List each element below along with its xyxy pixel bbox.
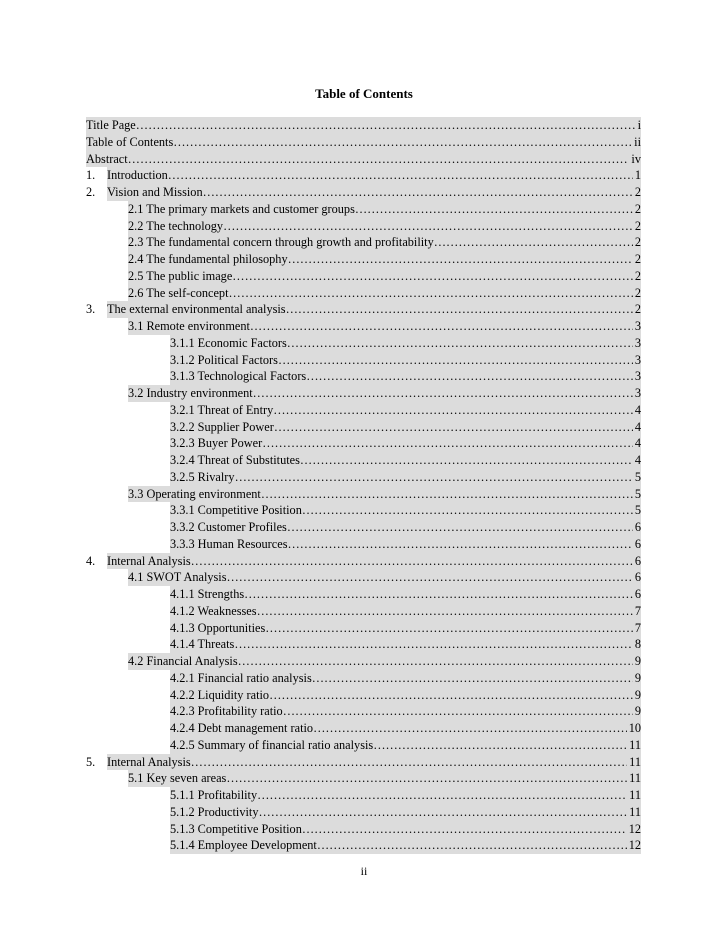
toc-entry-page: 11: [629, 788, 641, 802]
toc-entry-title: 4.2.4 Debt management ratio: [170, 721, 314, 735]
toc-entry-page: 2: [634, 201, 641, 216]
dot-leader: [302, 502, 633, 519]
toc-entry-title: 5.1.3 Competitive Position: [170, 821, 302, 836]
toc-entry-number: 1.: [86, 168, 96, 183]
toc-entry-title: 5.1.2 Productivity: [170, 804, 259, 819]
toc-entry[interactable]: [86, 117, 641, 134]
toc-entry[interactable]: [86, 486, 641, 503]
dot-leader: [229, 285, 633, 302]
toc-entry[interactable]: [86, 787, 641, 804]
toc-entry-page: 7: [634, 603, 641, 618]
toc-entry-page: 1: [634, 168, 641, 183]
toc-entry-page: 3: [634, 352, 641, 367]
toc-entry-page: 3: [634, 369, 641, 384]
dot-leader: [173, 134, 632, 151]
toc-entry-title: Table of Contents: [86, 134, 174, 149]
dot-leader: [287, 536, 632, 553]
toc-entry-title: 3.2.3 Buyer Power: [170, 436, 263, 451]
dot-leader: [288, 251, 633, 268]
toc-entry-title: 3.1.3 Technological Factors: [170, 369, 307, 384]
toc-entry[interactable]: [86, 201, 641, 218]
dot-leader: [355, 201, 633, 218]
toc-entry-page: 3: [634, 386, 641, 400]
toc-entry-page: 11: [629, 754, 641, 769]
dot-leader: [191, 553, 633, 570]
toc-entry-page: 12: [628, 821, 641, 836]
dot-leader: [234, 636, 633, 653]
toc-entry-page: 5: [634, 486, 641, 501]
toc-entry-title: 5.1.4 Employee Development: [170, 838, 317, 853]
toc-entry-title: 2.1 The primary markets and customer groups: [128, 201, 355, 216]
toc-entry-title: 4.2.2 Liquidity ratio: [170, 687, 270, 702]
toc-entry-page: iv: [631, 151, 641, 166]
toc-entry[interactable]: [86, 519, 641, 536]
toc-entry-page: 2: [634, 302, 641, 317]
toc-entry-page: 2: [634, 218, 641, 233]
toc-entry-title: Internal Analysis: [107, 754, 191, 769]
toc-entry[interactable]: [86, 837, 641, 854]
dot-leader: [269, 687, 633, 704]
toc-entry-title: 2.5 The public image: [128, 268, 233, 283]
dot-leader: [300, 452, 633, 469]
toc-entry-page: 9: [634, 704, 641, 719]
toc-entry[interactable]: [86, 502, 641, 519]
toc-entry-page: 2: [634, 268, 641, 283]
toc-entry-title: 3.2.1 Threat of Entry: [170, 402, 274, 417]
toc-entry-title: 4.2.3 Profitability ratio: [170, 704, 283, 719]
toc-entry-page: 4: [634, 436, 641, 451]
toc-entry-title: Introduction: [107, 168, 168, 183]
toc-entry-title: 3.2 Industry environment: [128, 386, 253, 400]
toc-entry[interactable]: [86, 452, 641, 469]
toc-entry[interactable]: [86, 184, 641, 201]
dot-leader: [258, 804, 627, 821]
toc-entry-title: 4.1.3 Opportunities: [170, 620, 266, 635]
dot-leader: [287, 335, 633, 352]
dot-leader: [286, 301, 633, 318]
toc-entry-title: Vision and Mission: [107, 185, 203, 199]
dot-leader: [257, 603, 633, 620]
toc-entry[interactable]: [86, 586, 641, 603]
dot-leader: [261, 486, 633, 503]
toc-entry[interactable]: [86, 703, 641, 720]
toc-entry-page: 9: [634, 654, 641, 668]
toc-entry-page: 2: [634, 285, 641, 300]
toc-entry-title: 3.3.3 Human Resources: [170, 536, 288, 551]
dot-leader: [287, 519, 633, 536]
dot-leader: [223, 218, 633, 235]
toc-entry-page: 5: [634, 503, 641, 518]
toc-entry-page: 2: [634, 252, 641, 266]
toc-entry-page: 3: [634, 335, 641, 350]
toc-entry-title: 2.6 The self-concept: [128, 285, 229, 300]
dot-leader: [373, 737, 627, 754]
toc-entry-title: 3.1 Remote environment: [128, 319, 250, 333]
toc-entry-page: 9: [634, 687, 641, 702]
dot-leader: [278, 352, 633, 369]
toc-entry-page: 11: [629, 737, 641, 752]
toc-entry[interactable]: [86, 435, 641, 452]
dot-leader: [227, 569, 633, 586]
dot-leader: [244, 586, 633, 603]
dot-leader: [203, 184, 633, 201]
toc-entry[interactable]: [86, 821, 641, 838]
toc-entry-page: 4: [634, 453, 641, 467]
toc-entry[interactable]: [86, 419, 641, 436]
toc-entry[interactable]: [86, 569, 641, 586]
toc-entry-title: Internal Analysis: [107, 553, 191, 568]
dot-leader: [235, 469, 633, 486]
toc-entry[interactable]: [86, 687, 641, 704]
dot-leader: [434, 234, 633, 251]
toc-entry-page: 6: [634, 520, 641, 534]
page-number: ii: [360, 864, 368, 878]
toc-entry-page: 6: [634, 536, 641, 551]
dot-leader: [274, 419, 633, 436]
dot-leader: [136, 117, 636, 134]
toc-entry-title: 3.1.1 Economic Factors: [170, 335, 287, 350]
table-of-contents: [86, 117, 641, 854]
toc-entry-title: 2.3 The fundamental concern through growth and profitability: [128, 235, 434, 250]
toc-entry-title: 2.2 The technology: [128, 218, 224, 233]
toc-entry[interactable]: [86, 720, 641, 737]
toc-entry-page: 6: [634, 587, 641, 601]
toc-entry[interactable]: [86, 251, 641, 268]
toc-entry-title: 2.4 The fundamental philosophy: [128, 252, 288, 266]
toc-entry[interactable]: [86, 301, 641, 318]
toc-entry[interactable]: [86, 134, 641, 151]
dot-leader: [317, 837, 627, 854]
toc-entry-number: 3.: [86, 302, 96, 317]
toc-entry-page: 6: [634, 553, 641, 568]
toc-entry-page: 4: [634, 402, 641, 417]
dot-leader: [226, 770, 627, 787]
toc-entry-page: 10: [628, 721, 641, 735]
toc-entry-page: 5: [634, 469, 641, 484]
toc-entry-page: 7: [634, 620, 641, 635]
dot-leader: [250, 318, 633, 335]
dot-leader: [253, 385, 633, 402]
toc-entry-page: 9: [634, 670, 641, 685]
toc-entry[interactable]: [86, 285, 641, 302]
toc-entry[interactable]: [86, 368, 641, 385]
toc-entry-page: i: [637, 118, 641, 132]
toc-entry-page: 2: [634, 235, 641, 250]
toc-entry-page: 2: [634, 185, 641, 199]
toc-entry-title: 3.2.2 Supplier Power: [170, 419, 274, 434]
dot-leader: [306, 368, 633, 385]
toc-entry-number: 5.: [86, 754, 96, 769]
dot-leader: [312, 670, 633, 687]
toc-entry-page: 4: [634, 419, 641, 434]
toc-entry[interactable]: [86, 167, 641, 184]
toc-entry-title: 4.2 Financial Analysis: [128, 654, 238, 668]
toc-entry-title: 3.3.2 Customer Profiles: [170, 520, 287, 534]
toc-entry-title: 3.1.2 Political Factors: [170, 352, 278, 367]
dot-leader: [232, 268, 633, 285]
toc-entry-page: 8: [634, 637, 641, 652]
toc-entry[interactable]: [86, 754, 641, 771]
toc-entry[interactable]: [86, 151, 641, 168]
toc-entry[interactable]: [86, 653, 641, 670]
toc-entry-title: 4.1 SWOT Analysis: [128, 570, 227, 585]
toc-entry[interactable]: [86, 636, 641, 653]
toc-entry-title: 3.2.4 Threat of Substitutes: [170, 453, 300, 467]
page-title: Table of Contents: [315, 86, 413, 101]
toc-entry-title: 4.2.5 Summary of financial ratio analysis: [170, 737, 374, 752]
toc-entry-title: 4.1.2 Weaknesses: [170, 603, 257, 618]
toc-entry-page: 3: [634, 319, 641, 333]
toc-entry-title: 4.2.1 Financial ratio analysis: [170, 670, 312, 685]
toc-entry[interactable]: [86, 469, 641, 486]
toc-entry[interactable]: [86, 218, 641, 235]
toc-entry-title: 3.3 Operating environment: [128, 486, 261, 501]
toc-entry-number: 2.: [86, 185, 96, 199]
toc-entry[interactable]: [86, 737, 641, 754]
dot-leader: [238, 653, 633, 670]
dot-leader: [128, 151, 630, 168]
toc-entry[interactable]: [86, 670, 641, 687]
toc-entry[interactable]: [86, 620, 641, 637]
toc-entry[interactable]: [86, 553, 641, 570]
dot-leader: [262, 435, 633, 452]
dot-leader: [257, 787, 627, 804]
toc-entry[interactable]: [86, 335, 641, 352]
dot-leader: [265, 620, 633, 637]
toc-entry[interactable]: [86, 804, 641, 821]
dot-leader: [168, 167, 633, 184]
toc-entry-page: 12: [628, 838, 641, 853]
toc-entry-title: 3.2.5 Rivalry: [170, 469, 235, 484]
toc-entry-page: 11: [629, 804, 641, 819]
toc-entry-title: 5.1.1 Profitability: [170, 788, 258, 802]
toc-entry[interactable]: [86, 770, 641, 787]
toc-entry-title: Title Page: [86, 118, 136, 132]
toc-entry-page: ii: [634, 134, 641, 149]
toc-entry-title: 5.1 Key seven areas: [128, 771, 227, 786]
toc-entry-number: 4.: [86, 553, 96, 568]
toc-entry[interactable]: [86, 234, 641, 251]
toc-entry-title: 3.3.1 Competitive Position: [170, 503, 302, 518]
toc-entry-title: The external environmental analysis: [107, 302, 286, 317]
dot-leader: [273, 402, 633, 419]
toc-entry[interactable]: [86, 268, 641, 285]
toc-entry-title: 4.1.1 Strengths: [170, 587, 245, 601]
toc-entry[interactable]: [86, 603, 641, 620]
toc-entry[interactable]: [86, 352, 641, 369]
dot-leader: [302, 821, 627, 838]
toc-entry-title: 4.1.4 Threats: [170, 637, 235, 652]
toc-entry[interactable]: [86, 318, 641, 335]
dot-leader: [283, 703, 633, 720]
toc-entry-page: 11: [629, 771, 641, 786]
toc-entry[interactable]: [86, 536, 641, 553]
toc-entry[interactable]: [86, 402, 641, 419]
toc-entry-page: 6: [634, 570, 641, 585]
dot-leader: [313, 720, 627, 737]
toc-entry-title: Abstract: [86, 151, 128, 166]
toc-entry[interactable]: [86, 385, 641, 402]
dot-leader: [191, 754, 627, 771]
